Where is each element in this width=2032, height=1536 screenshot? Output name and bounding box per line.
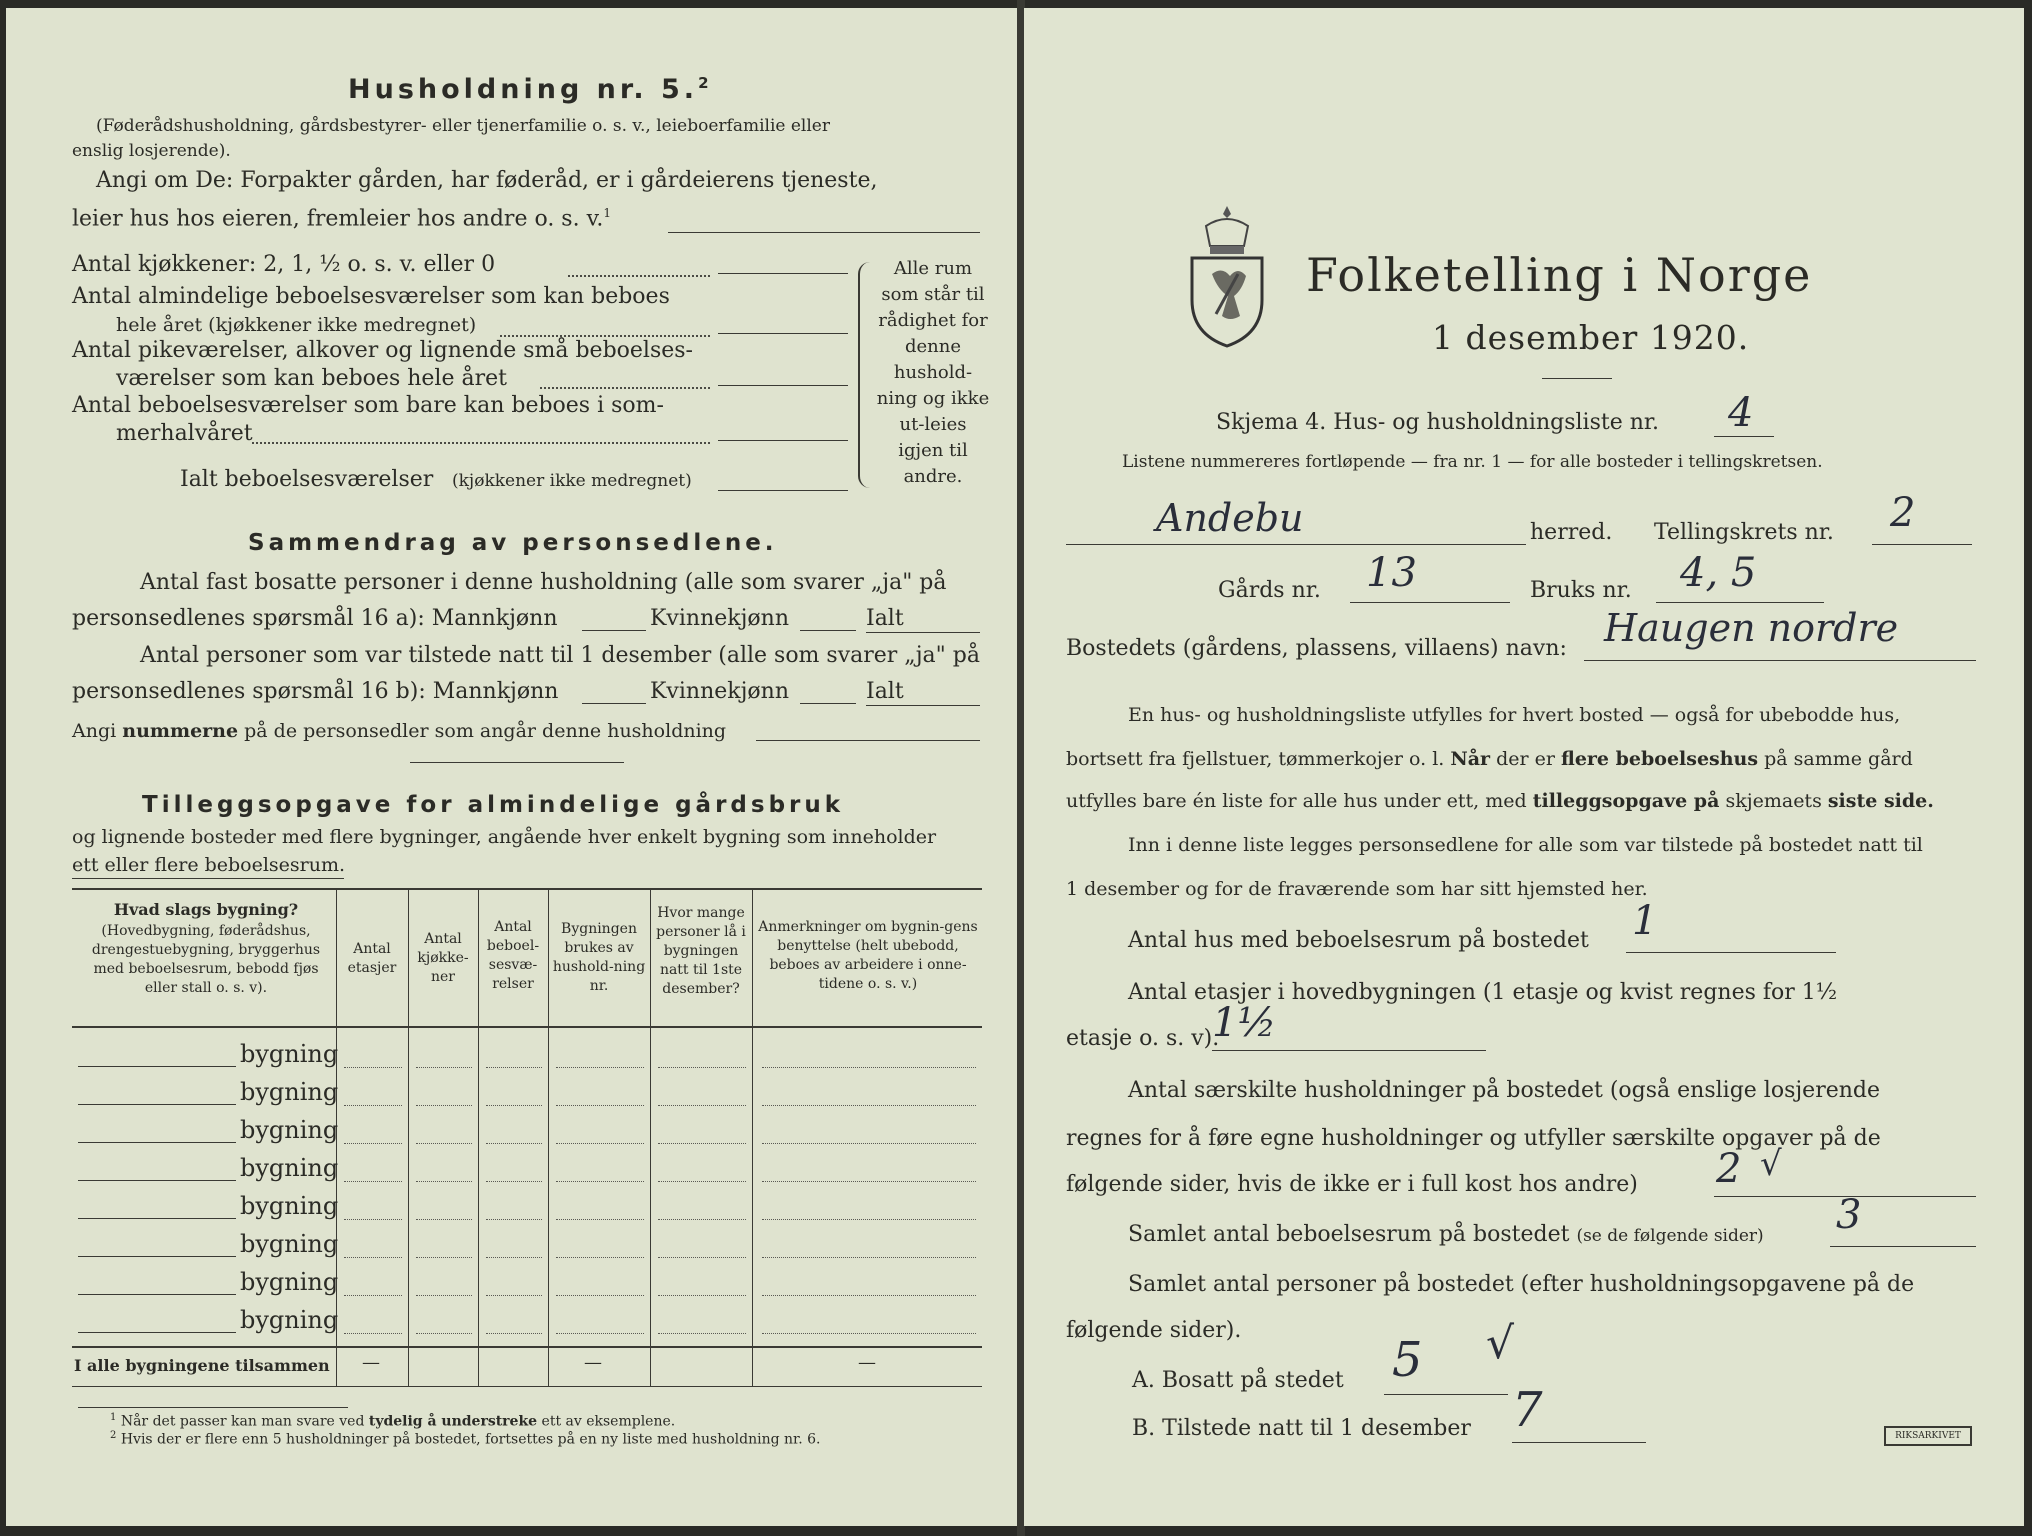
gards-value: 13 [1366,550,1417,596]
mann-answer-line-b [582,703,646,704]
col-kjokkener-header: Antal kjøkke-ner [417,931,469,985]
row-cell-line [416,1105,472,1106]
bosted-label: Bostedets (gårdens, plassens, villaens) navn: [1066,636,1567,661]
footnote-1: $^1$ Når det passer kan man svare ved tydelig å understreke ett av eksemplene. [110,1412,676,1430]
pike-answer-line [718,385,848,386]
supp-intro-1: og lignende bosteder med flere bygninger, angående hver enkelt bygning som inneholder [72,826,937,848]
gards-answer-line [1350,602,1510,603]
row-cell-line [344,1295,402,1296]
supp-title: Tilleggsopgave for almindelige gårdsbruk [142,792,845,818]
bruks-label: Bruks nr. [1530,578,1632,603]
left-page [6,8,1017,1526]
row-cell-line [416,1295,472,1296]
dot-leader [252,442,710,444]
q-etasjer-answer-line [1212,1050,1486,1051]
summary-title: Sammendrag av personsedlene. [248,530,778,556]
row-cell-line [658,1105,746,1106]
skjema-value: 4 [1728,390,1754,436]
col-divider [548,888,549,1386]
building-row-label: bygning [240,1116,339,1144]
row-cell-line [344,1333,402,1334]
q-etasjer-line-1: Antal etasjer i hovedbygningen (1 etasje og kvist regnes for 1½ [1128,980,1838,1005]
coat-of-arms-icon [1186,204,1268,350]
row-cell-line [658,1295,746,1296]
q-etasjer-value: 1½ [1212,1000,1277,1046]
row-cell-line [344,1219,402,1220]
intro-paren-1: (Føderådshusholdning, gårdsbestyrer- eller tjenerfamilie o. s. v., leieboerfamilie eller [96,116,830,136]
kjokkener-label: Antal kjøkkener: 2, 1, ½ o. s. v. eller 0 [72,252,496,277]
row-cell-line [762,1257,976,1258]
summary-line-2: personsedlenes spørsmål 16 a): Mannkjønn [72,606,558,631]
row-cell-line [556,1257,644,1258]
building-row-label: bygning [240,1230,339,1258]
row-cell-line [344,1257,402,1258]
row-blank-line [78,1218,236,1219]
building-row-label: bygning [240,1040,339,1068]
herred-label: herred. [1530,520,1613,545]
summary-line-1: Antal fast bosatte personer i denne husholdning (alle som svarer „ja" på [140,570,947,595]
herred-value: Andebu [1156,496,1304,540]
row-cell-line [762,1295,976,1296]
angi-nummerne: Angi nummerne på de personsedler som angår denne husholdning [72,720,727,742]
q-hus-value: 1 [1632,898,1658,944]
a-label: A. Bosatt på stedet [1132,1368,1344,1393]
row-cell-line [762,1333,976,1334]
check-mark: √ [1486,1318,1515,1369]
row-cell-line [762,1067,976,1068]
row-cell-line [658,1333,746,1334]
alm-label-1: Antal almindelige beboelsesværelser som kan beboes [72,284,670,309]
title-rule [1542,378,1612,379]
col-beboelses-header: Antal beboel-sesvæ-relser [486,919,540,992]
kvinne-answer-line-b [800,703,856,704]
row-cell-line [762,1219,976,1220]
row-cell-line [556,1219,644,1220]
gards-label: Gårds nr. [1218,578,1321,603]
dot-leader [500,335,710,337]
check-mark: √ [1760,1144,1782,1184]
supp-intro-2: ett eller flere beboelsesrum. [72,854,346,876]
row-blank-line [78,1294,236,1295]
ialt-label-b: Ialt [866,679,904,704]
q-hus-answer-line [1626,952,1836,953]
row-cell-line [658,1257,746,1258]
census-date: 1 desember 1920. [1432,318,1750,357]
row-cell-line [416,1067,472,1068]
archive-stamp: RIKSARKIVET [1884,1426,1972,1446]
table-header-rule [72,1026,982,1028]
table-total-rule [72,1346,982,1348]
separator [410,762,624,763]
para1-line-1: En hus- og husholdningsliste utfylles for hvert bosted — også for ubebodde hus, [1128,704,1901,726]
row-blank-line [78,1066,236,1067]
ialt-label: Ialt beboelsesværelser [180,467,434,492]
footnote-2: $^2$ Hvis der er flere enn 5 husholdninger på bostedet, fortsettes på en ny liste med husholdning nr. 6. [110,1430,821,1448]
ialt-label-a: Ialt [866,606,904,631]
intro-paren-2: enslig losjerende). [72,141,231,161]
row-cell-line [344,1105,402,1106]
bosted-value: Haugen nordre [1604,606,1899,650]
nummerne-answer-line [756,740,980,741]
q-hush-line-1: Antal særskilte husholdninger på bostedet (også enslige losjerende [1128,1078,1881,1103]
row-cell-line [556,1067,644,1068]
q-rum-value: 3 [1836,1192,1862,1238]
row-cell-line [486,1333,542,1334]
row-cell-line [556,1143,644,1144]
para2-line-1: Inn i denne liste legges personsedlene for alle som var tilstede på bostedet natt til [1128,834,1923,856]
table-bottom-rule [72,1386,982,1387]
q-rum-answer-line [1830,1246,1976,1247]
col-divider [478,888,479,1386]
q-rum-label: Samlet antal beboelsesrum på bostedet (se de følgende sider) [1128,1222,1764,1247]
total-dash: — [362,1352,380,1373]
row-cell-line [556,1333,644,1334]
dot-leader [568,275,710,277]
building-row-label: bygning [240,1268,339,1296]
row-cell-line [658,1181,746,1182]
col-personer-header: Hvor mange personer lå i bygningen natt til 1ste desember? [656,905,746,997]
para2-line-2: 1 desember og for de fraværende som har sitt hjemsted her. [1066,878,1648,900]
total-label: I alle bygningene tilsammen [74,1356,330,1375]
table-top-rule [72,888,982,890]
col1-subtitle: (Hovedbygning, føderådshus, drengestuebygning, bryggerhus med beboelsesrum, bebodd fjøs eller stall o. s. v). [91,923,321,996]
row-cell-line [416,1143,472,1144]
row-cell-line [486,1219,542,1220]
para1-line-3: utfylles bare én liste for alle hus under ett, med tilleggsopgave på skjemaets siste side. [1066,790,1934,812]
angi-answer-line [668,232,980,233]
row-cell-line [486,1143,542,1144]
listene-note: Listene nummereres fortløpende — fra nr. 1 — for alle bosteder i tellingskretsen. [1122,452,1823,472]
summary-line-3: Antal personer som var tilstede natt til 1 desember (alle som svarer „ja" på [140,643,980,668]
skjema-label: Skjema 4. Hus- og husholdningsliste nr. [1216,410,1659,435]
b-value: 7 [1512,1382,1543,1438]
row-cell-line [762,1105,976,1106]
bruks-value: 4, 5 [1680,550,1757,596]
brace [858,262,874,488]
row-cell-line [556,1105,644,1106]
herred-answer-line [1066,544,1526,545]
row-cell-line [658,1067,746,1068]
krets-value: 2 [1890,490,1916,536]
bruks-answer-line [1656,602,1824,603]
supp-underline [72,878,344,879]
row-blank-line [78,1332,236,1333]
building-row-label: bygning [240,1078,339,1106]
row-cell-line [486,1181,542,1182]
summary-line-4: personsedlenes spørsmål 16 b): Mannkjønn [72,679,559,704]
col-brukes-header: Bygningen brukes av hushold-ning nr. [552,921,646,994]
total-dash: — [584,1352,602,1373]
a-value: 5 [1392,1332,1423,1388]
row-cell-line [486,1105,542,1106]
col-divider [408,888,409,1386]
row-blank-line [78,1104,236,1105]
building-row-label: bygning [240,1306,339,1334]
row-cell-line [416,1333,472,1334]
row-blank-line [78,1256,236,1257]
col-divider [650,888,651,1386]
row-cell-line [658,1219,746,1220]
row-cell-line [762,1181,976,1182]
q-etasjer-line-2: etasje o. s. v). [1066,1026,1220,1051]
row-cell-line [486,1067,542,1068]
kvinne-answer-line-a [800,630,856,631]
b-label: B. Tilstede natt til 1 desember [1132,1416,1471,1441]
pike-label-2: værelser som kan beboes hele året [116,366,507,391]
household-title: Husholdning nr. 5.$^2$ [348,74,713,105]
pike-label-1: Antal pikeværelser, alkover og lignende små beboelses- [72,338,693,363]
skjema-answer-line [1714,436,1774,437]
ialt-note: (kjøkkener ikke medregnet) [452,471,692,491]
dot-leader [540,387,710,389]
col1-title: Hvad slags bygning? [113,900,299,919]
q-hush-value: 2 [1716,1146,1742,1192]
row-cell-line [416,1181,472,1182]
q-hus-label: Antal hus med beboelsesrum på bostedet [1128,928,1589,953]
footnote-rule [78,1407,348,1408]
row-cell-line [486,1257,542,1258]
building-row-label: bygning [240,1154,339,1182]
row-cell-line [416,1257,472,1258]
row-cell-line [556,1295,644,1296]
row-cell-line [556,1181,644,1182]
row-cell-line [658,1143,746,1144]
kvinne-label-a: Kvinnekjønn [650,606,789,631]
q-pers-line-1: Samlet antal personer på bostedet (efter husholdningsopgavene på de [1128,1272,1915,1297]
ialt-answer-line [718,490,848,491]
ialt-answer-line-b [866,705,980,706]
ialt-answer-line-a [866,632,980,633]
col-anmerkninger-header: Anmerkninger om bygnin-gens benyttelse (helt ubebodd, beboes av arbeidere i onne-tidene o. s. v.) [758,919,978,992]
angi-line-1: Angi om De: Forpakter gården, har føderåd, er i gårdeierens tjeneste, [96,168,878,193]
q-pers-line-2: følgende sider). [1066,1318,1242,1343]
para1-line-2: bortsett fra fjellstuer, tømmerkojer o. l. Når der er flere beboelseshus på samme gård [1066,748,1913,770]
mann-answer-line-a [582,630,646,631]
col-etasjer-header: Antal etasjer [347,941,397,976]
col-divider [752,888,753,1386]
sommer-label-1: Antal beboelsesværelser som bare kan beboes i som- [72,393,664,418]
krets-answer-line [1872,544,1972,545]
side-note: Alle rum som står til rådighet for denne hushold-ning og ikke ut-leies igjen til andre. [876,258,990,487]
row-cell-line [486,1295,542,1296]
row-cell-line [344,1143,402,1144]
row-cell-line [762,1143,976,1144]
alm-label-2: hele året (kjøkkener ikke medregnet) [116,314,477,336]
sommer-answer-line [718,440,848,441]
b-answer-line [1512,1442,1646,1443]
census-title: Folketelling i Norge [1306,248,1813,302]
total-dash: — [858,1352,876,1373]
alm-answer-line [718,333,848,334]
row-cell-line [344,1067,402,1068]
sommer-label-2: merhalvåret [116,421,253,446]
row-cell-line [344,1181,402,1182]
krets-label: Tellingskrets nr. [1654,520,1834,545]
row-blank-line [78,1180,236,1181]
a-answer-line [1384,1394,1508,1395]
row-blank-line [78,1142,236,1143]
kvinne-label-b: Kvinnekjønn [650,679,789,704]
building-row-label: bygning [240,1192,339,1220]
row-cell-line [416,1219,472,1220]
q-hush-line-2: regnes for å føre egne husholdninger og utfyller særskilte opgaver på de [1066,1126,1881,1151]
angi-line-2: leier hus hos eieren, fremleier hos andre o. s. v.$^1$ [72,206,612,232]
kjokkener-answer-line [718,273,848,274]
q-hush-line-3: følgende sider, hvis de ikke er i full kost hos andre) [1066,1172,1638,1197]
bosted-answer-line [1584,660,1976,661]
